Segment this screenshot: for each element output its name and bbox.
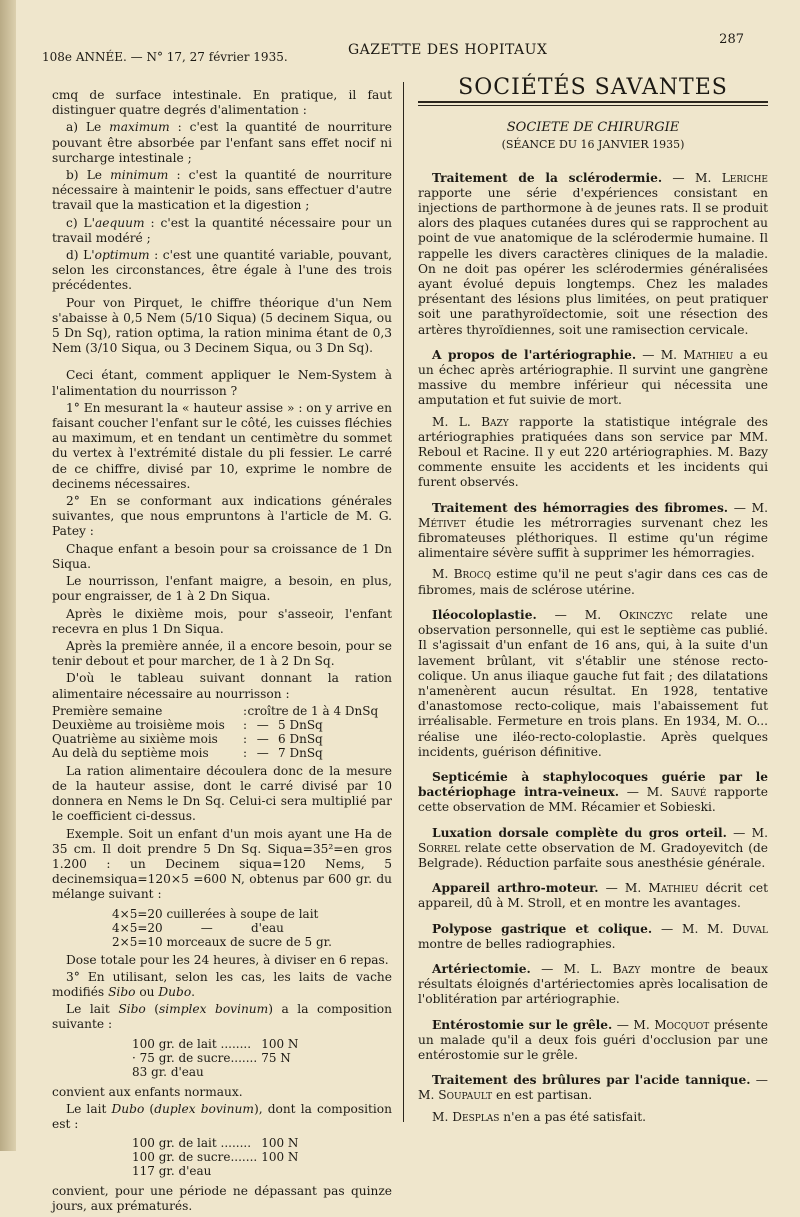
paragraph: 2° En se conformant aux indications générales suivantes, que nous empruntons à l'article de M. G. Patey : xyxy=(52,494,392,539)
list-item: 4×5=20 — d'eau xyxy=(112,920,284,935)
session-item: M. L. Bazy rapporte la statistique intégrale des artériographies pratiquées dans son service par MM. Reboul et Racine. Il y eut 220 artériographies. M. Bazy commente ensuite les accidents et les incidents qui furent observés. xyxy=(418,414,768,490)
table-row: 100 gr. de lait ........ 100 N xyxy=(132,1036,299,1051)
mixture-list xyxy=(112,907,392,949)
paragraph: Ceci étant, comment appliquer le Nem-System à l'alimentation du nourrisson ? xyxy=(52,368,392,398)
page-number: 287 xyxy=(719,32,744,47)
sibo-composition xyxy=(132,1037,302,1079)
dubo-composition xyxy=(132,1136,302,1178)
session-item: Entérostomie sur le grêle. — M. Mocquot présente un malade qu'il a deux fois guéri d'occlusion par une entérostomie sur le grêle. xyxy=(418,1017,768,1062)
paragraph: D'où le tableau suivant donnant la ration alimentaire nécessaire au nourrisson : xyxy=(52,671,392,701)
session-item: A propos de l'artériographie. — M. Mathieu a eu un échec après artériographie. Il survint une gangrène massive du membre inférieur qui nécessita une amputation et fut suivie de mort. xyxy=(418,347,769,408)
table-row: 100 gr. de sucre....... 100 N xyxy=(132,1150,299,1165)
table-row: 117 gr. d'eau xyxy=(132,1164,212,1179)
paragraph: Après la première année, il a encore besoin, pour se tenir debout et pour marcher, de 1 à 2 Dn Sq. xyxy=(52,638,392,669)
paragraph: b) Le minimum : c'est la quantité de nourriture nécessaire à maintenir le poids, sans effectuer d'autre travail que la mastication et la digestion ; xyxy=(52,168,392,213)
paragraph: c) L'aequum : c'est la quantité nécessaire pour un travail modéré ; xyxy=(52,215,392,245)
paragraph: Dose totale pour les 24 heures, à diviser en 6 repas. xyxy=(66,952,389,967)
page-binding-edge xyxy=(0,0,16,1151)
table-row: 100 gr. de lait ........ 100 N xyxy=(132,1136,299,1151)
left-column xyxy=(52,88,392,1217)
session-item: Artériectomie. — M. L. Bazy montre de beaux résultats éloignés d'artériectomies après localisation de l'oblitération par artériographie. xyxy=(418,961,768,1007)
double-rule xyxy=(418,101,768,106)
session-item: Polypose gastrique et colique. — M. M. Duval montre de belles radiographies. xyxy=(418,921,769,951)
paragraph: Le lait Dubo (duplex bovinum), dont la composition est : xyxy=(52,1101,392,1131)
page-header xyxy=(36,32,756,64)
issue-info: 108e ANNÉE. — N° 17, 27 février 1935. xyxy=(42,50,288,64)
paragraph: Le nourrisson, l'enfant maigre, a besoin, en plus, pour engraisser, de 1 à 2 Dn Siqua. xyxy=(52,574,392,604)
paragraph: convient aux enfants normaux. xyxy=(52,1084,243,1099)
table-row: 83 gr. d'eau xyxy=(132,1064,204,1079)
paragraph: d) L'optimum : c'est une quantité variable, pouvant, selon les circonstances, être égale à l'une des trois précédentes. xyxy=(52,248,393,293)
paragraph: Exemple. Soit un enfant d'un mois ayant une Ha de 35 cm. Il doit prendre 5 Dn Sq. Siqua=35²=en gros 1.200 : un Decinem siqua=120 Nems, 5 decinemsiqua=120×5 =600 N, obtenus par 600 gr. du mélange suivant : xyxy=(52,826,392,902)
table-row: · 75 gr. de sucre....... 75 N xyxy=(132,1050,291,1065)
session-items xyxy=(418,171,768,1131)
table-row: Quatrième au sixième mois : — 6 DnSq xyxy=(52,731,323,746)
session-item: Luxation dorsale complète du gros orteil. — M. Sorrel relate cette observation de M. Gradoyevitch (de Belgrade). Réduction parfaite sous anesthésie générale. xyxy=(418,825,768,870)
session-item: M. Brocq estime qu'il ne peut s'agir dans ces cas de fibromes, mais de sclérose utérine. xyxy=(418,567,768,597)
session-item: Septicémie à staphylocoques guérie par le bactériophage intra-veineux. — M. Sauvé rapporte cette observation de MM. Récamier et Sobieski. xyxy=(418,769,769,815)
journal-title: GAZETTE DES HOPITAUX xyxy=(348,42,548,58)
paragraph: a) Le maximum : c'est la quantité de nourriture pouvant être absorbée par l'enfant sans effet nocif ni surcharge intestinale ; xyxy=(52,120,392,165)
paragraph: Chaque enfant a besoin pour sa croissance de 1 Dn Siqua. xyxy=(52,541,392,571)
paragraph: Après le dixième mois, pour s'asseoir, l'enfant recevra en plus 1 Dn Siqua. xyxy=(52,606,392,636)
paragraph: 3° En utilisant, selon les cas, les laits de vache modifiés Sibo ou Dubo. xyxy=(52,969,392,999)
ration-table xyxy=(52,704,392,760)
table-row: Première semaine : croître de 1 à 4 DnSq xyxy=(52,703,379,718)
list-item: 2×5=10 morceaux de sucre de 5 gr. xyxy=(112,934,332,949)
section-title: SOCIÉTÉS SAVANTES xyxy=(458,75,728,100)
paragraph: convient, pour une période ne dépassant pas quinze jours, aux prématurés. xyxy=(52,1184,392,1214)
paragraph: Le lait Sibo (simplex bovinum) a la composition suivante : xyxy=(52,1002,392,1032)
session-item: Traitement des hémorragies des fibromes. — M. Métivet étudie les métrorragies survenant chez les fibromateuses pléthoriques. Il estime qu'un régime alimentaire sévère suffit à supprimer les hémorragies. xyxy=(418,500,768,561)
society-name: SOCIETE DE CHIRURGIE xyxy=(506,120,680,136)
session-item: Iléocoloplastie. — M. Okinczyc relate une observation personnelle, qui est le septième cas publié. Il s'agissait d'un enfant de 16 ans, qui, à la suite d'un lavement brûlant, vit s'établir une sténose recto-colique. Un anus iliaque gauche fut fait ; des dilatations n'amenèrent aucun résultat. En 1928, tentative d'anastomose recto-colique, mais l'abaissement fut irréalisable. Fermeture en trois plans. En 1934, M. O... réalise une iléo-recto-coloplastie. Après quelques incidents, guérison définitive. xyxy=(418,607,768,759)
paragraph: Pour von Pirquet, le chiffre théorique d'un Nem s'abaisse à 0,5 Nem (5/10 Siqua) (5 decinem Siqua, ou 5 Dn Sq), ration optima, la ration minima étant de 0,3 Nem (3/10 Siqua, ou 3 Decinem Siqua, ou 3 Dn Sq). xyxy=(52,295,392,356)
list-item: 4×5=20 cuillerées à soupe de lait xyxy=(112,906,319,921)
paragraph: 1° En mesurant la « hauteur assise » : on y arrive en faisant coucher l'enfant sur le côté, les cuisses fléchies au maximum, et en tendant un centimètre du sommet du vertex à l'extrémité distale du pli fessier. Le carré de ce chiffre, divisé par 10, exprime le nombre de decinems nécessaires. xyxy=(52,400,392,491)
session-item: Traitement de la sclérodermie. — M. Leriche rapporte une série d'expériences consistant en injections de parthormone à de jeunes rats. Il se produit alors des plaques cutanées dures qui se rapprochent au point de vue anatomique de la sclérodermie humaine. Il rappelle les divers caractères cliniques de la maladie. On ne doit pas opérer les sclérodermies généralisées ayant évolué depuis longtemps. Chez les malades présentant des lésions plus limitées, on peut pratiquer soit une parathyroïdectomie, soit une résection des artères thyroïdiennes, soit une ramisection cervicale. xyxy=(418,170,768,337)
session-item: M. Desplas n'en a pas été satisfait. xyxy=(432,1109,646,1124)
table-row: Au delà du septième mois : — 7 DnSq xyxy=(52,745,323,760)
session-date: (SÉANCE DU 16 JANVIER 1935) xyxy=(501,138,685,152)
session-item: Appareil arthro-moteur. — M. Mathieu décrit cet appareil, dû à M. Stroll, et en montre les avantages. xyxy=(418,881,768,911)
paragraph: cmq de surface intestinale. En pratique, il faut distinguer quatre degrés d'alimentation : xyxy=(52,88,392,118)
column-divider xyxy=(403,82,404,1122)
paragraph: La ration alimentaire découlera donc de la mesure de la hauteur assise, dont le carré divisé par 10 donnera en Nems le Dn Sq. Celui-ci sera multiplié par le coefficient ci-dessus. xyxy=(52,763,392,824)
table-row: Deuxième au troisième mois : — 5 DnSq xyxy=(52,717,323,732)
session-item: Traitement des brûlures par l'acide tannique. — M. Soupault en est partisan. xyxy=(418,1073,768,1103)
right-column xyxy=(418,75,769,1131)
